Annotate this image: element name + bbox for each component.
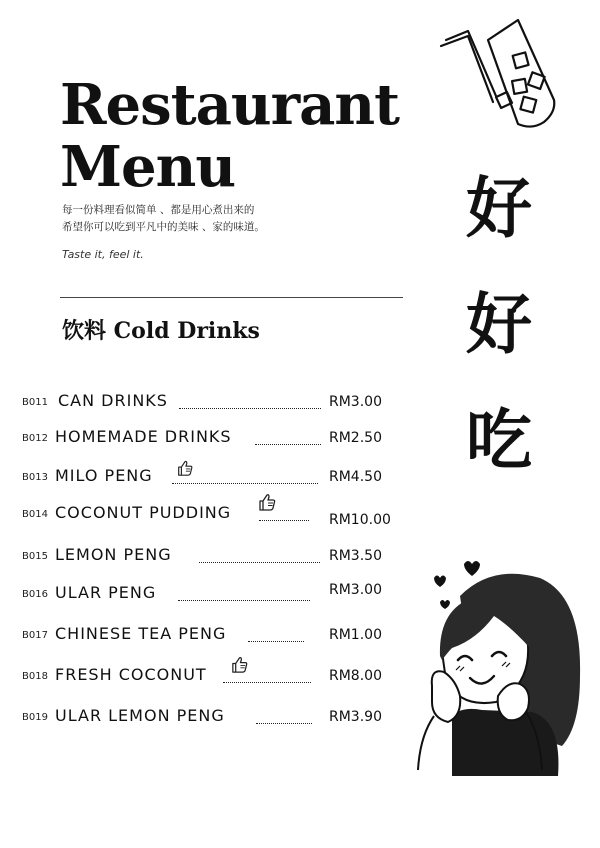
item-name: FRESH COCONUT xyxy=(55,665,207,684)
smiling-girl-illustration xyxy=(412,556,588,776)
item-price: RM2.50 xyxy=(329,430,382,446)
item-name: LEMON PENG xyxy=(55,545,172,564)
item-name: MILO PENG xyxy=(55,466,153,485)
item-name: COCONUT PUDDING xyxy=(55,503,232,522)
side-char-3: 吃 xyxy=(466,402,532,479)
dot-leader xyxy=(179,408,321,409)
item-code: B013 xyxy=(22,472,48,483)
intro-text xyxy=(62,202,265,236)
menu-item xyxy=(22,621,402,645)
item-price: RM3.00 xyxy=(329,394,382,410)
title-line-1: Restaurant xyxy=(60,72,399,138)
item-code: B018 xyxy=(22,671,48,682)
thumbs-up-icon xyxy=(230,655,249,674)
dot-leader xyxy=(259,520,309,521)
item-name: CAN DRINKS xyxy=(58,391,168,410)
thumbs-up-icon xyxy=(176,459,194,477)
dot-leader xyxy=(172,483,318,484)
menu-item xyxy=(22,424,402,448)
item-price: RM3.90 xyxy=(329,709,382,725)
tagline: Taste it, feel it. xyxy=(62,248,144,261)
item-code: B012 xyxy=(22,433,48,444)
menu-item xyxy=(22,703,402,727)
title-line-2: Menu xyxy=(60,134,236,200)
item-price: RM3.50 xyxy=(329,548,382,564)
thumbs-up-icon xyxy=(257,492,277,512)
item-price: RM3.00 xyxy=(329,582,382,598)
item-price: RM1.00 xyxy=(329,627,382,643)
intro-line-1: 每一份料理看似简单 、都是用心煮出来的 xyxy=(62,204,255,216)
menu-item xyxy=(22,662,402,686)
item-code: B019 xyxy=(22,712,48,723)
menu-item xyxy=(22,500,402,528)
dot-leader xyxy=(248,641,304,642)
item-code: B015 xyxy=(22,551,48,562)
side-char-1: 好 xyxy=(466,170,532,247)
intro-line-2: 希望你可以吃到平凡中的美味 、家的味道。 xyxy=(62,221,265,233)
section-title: 饮料 Cold Drinks xyxy=(62,318,260,344)
item-name: ULAR PENG xyxy=(55,583,157,602)
dot-leader xyxy=(255,444,321,445)
divider xyxy=(60,297,403,298)
dot-leader xyxy=(199,562,320,563)
item-price: RM4.50 xyxy=(329,469,382,485)
menu-item xyxy=(22,463,402,487)
item-name: CHINESE TEA PENG xyxy=(55,624,227,643)
item-price: RM8.00 xyxy=(329,668,382,684)
side-char-2: 好 xyxy=(466,286,532,363)
dot-leader xyxy=(256,723,312,724)
item-name: ULAR LEMON PENG xyxy=(55,706,225,725)
item-code: B017 xyxy=(22,630,48,641)
iced-drink-icon xyxy=(438,18,560,138)
menu-item xyxy=(22,580,402,604)
item-price: RM10.00 xyxy=(329,512,391,528)
item-name: HOMEMADE DRINKS xyxy=(55,427,232,446)
item-code: B014 xyxy=(22,509,48,520)
menu-item xyxy=(22,388,402,412)
item-code: B016 xyxy=(22,589,48,600)
item-code: B011 xyxy=(22,397,48,408)
menu-item xyxy=(22,542,402,566)
menu-title xyxy=(60,74,399,198)
dot-leader xyxy=(178,600,310,601)
dot-leader xyxy=(223,682,311,683)
